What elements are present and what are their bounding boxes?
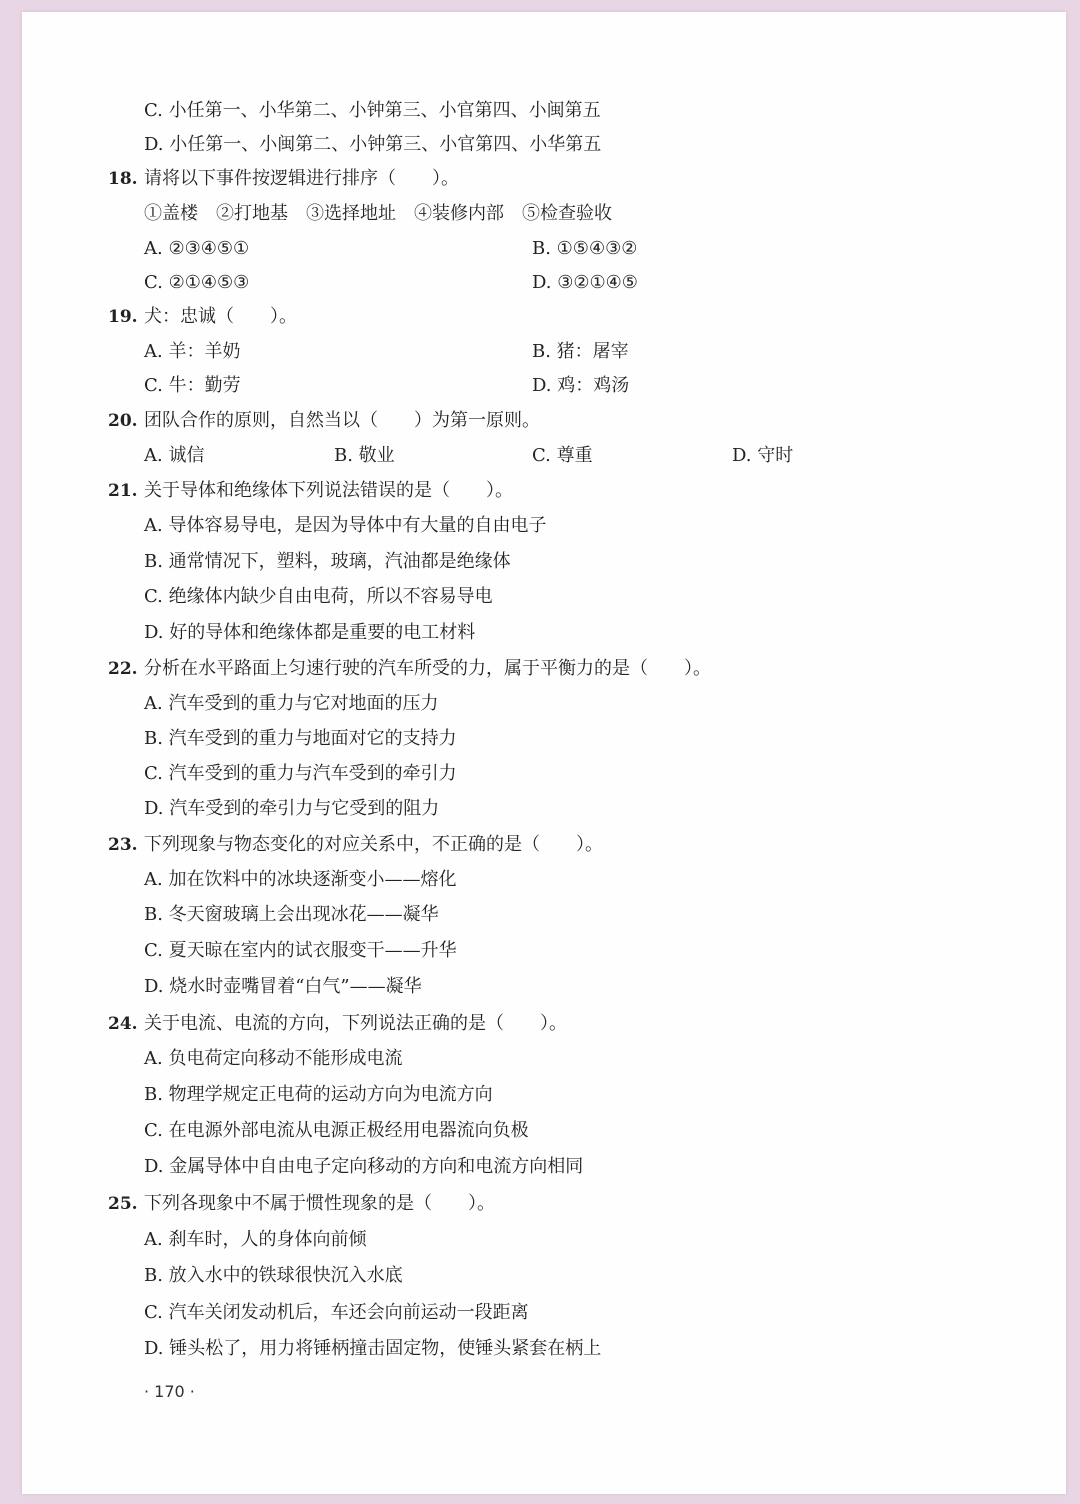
q23-option-a: A. 加在饮料中的冰块逐渐变小——熔化 (144, 869, 457, 890)
q24-option-b: B. 物理学规定正电荷的运动方向为电流方向 (144, 1084, 493, 1105)
q19-option-a: A. 羊：羊奶 (144, 341, 241, 362)
q18-text: 请将以下事件按逻辑进行排序（ ）。 (144, 168, 459, 189)
q18-events: ①盖楼 ②打地基 ③选择地址 ④装修内部 ⑤检查验收 (144, 203, 612, 224)
q23-number: 23. (108, 835, 138, 855)
q22-option-b: B. 汽车受到的重力与地面对它的支持力 (144, 728, 457, 749)
q18-option-d: D. ③②①④⑤ (532, 272, 638, 293)
q25-text: 下列各现象中不属于惯性现象的是（ ）。 (144, 1193, 495, 1214)
q18-option-b: B. ①⑤④③② (532, 238, 638, 259)
q19-number: 19. (108, 307, 138, 327)
page-content (22, 12, 1066, 1494)
q25-option-c: C. 汽车关闭发动机后，车还会向前运动一段距离 (144, 1302, 529, 1323)
q22-text: 分析在水平路面上匀速行驶的汽车所受的力，属于平衡力的是（ ）。 (144, 658, 711, 679)
q18-number: 18. (108, 169, 138, 189)
q21-number: 21. (108, 481, 138, 501)
q25-option-b: B. 放入水中的铁球很快沉入水底 (144, 1265, 403, 1286)
q23-text: 下列现象与物态变化的对应关系中，不正确的是（ ）。 (144, 834, 603, 855)
q21-option-c: C. 绝缘体内缺少自由电荷，所以不容易导电 (144, 586, 493, 607)
q21-option-a: A. 导体容易导电，是因为导体中有大量的自由电子 (144, 515, 547, 536)
q25-number: 25. (108, 1194, 138, 1214)
q18-option-a: A. ②③④⑤① (144, 238, 250, 259)
q17-option-d: D. 小任第一、小闽第二、小钟第三、小官第四、小华第五 (144, 134, 602, 155)
q22-option-c: C. 汽车受到的重力与汽车受到的牵引力 (144, 763, 457, 784)
q20-text: 团队合作的原则，自然当以（ ）为第一原则。 (144, 410, 540, 431)
q24-option-a: A. 负电荷定向移动不能形成电流 (144, 1048, 403, 1069)
q24-option-d: D. 金属导体中自由电子定向移动的方向和电流方向相同 (144, 1156, 584, 1177)
q21-option-d: D. 好的导体和绝缘体都是重要的电工材料 (144, 622, 476, 643)
q22-number: 22. (108, 659, 138, 679)
document-page (22, 12, 1066, 1494)
q19-option-c: C. 牛：勤劳 (144, 375, 241, 396)
q24-text: 关于电流、电流的方向，下列说法正确的是（ ）。 (144, 1013, 567, 1034)
q22-option-d: D. 汽车受到的牵引力与它受到的阻力 (144, 798, 440, 819)
q19-option-d: D. 鸡：鸡汤 (532, 375, 630, 396)
q24-option-c: C. 在电源外部电流从电源正极经用电器流向负极 (144, 1120, 529, 1141)
q25-option-d: D. 锤头松了，用力将锤柄撞击固定物，使锤头紧套在柄上 (144, 1338, 602, 1359)
q22-option-a: A. 汽车受到的重力与它对地面的压力 (144, 693, 439, 714)
q19-option-b: B. 猪：屠宰 (532, 341, 629, 362)
q25-option-a: A. 刹车时，人的身体向前倾 (144, 1229, 367, 1250)
q23-option-d: D. 烧水时壶嘴冒着“白气”——凝华 (144, 976, 422, 997)
q23-option-b: B. 冬天窗玻璃上会出现冰花——凝华 (144, 904, 439, 925)
q20-option-b: B. 敬业 (334, 445, 395, 466)
q21-option-b: B. 通常情况下，塑料，玻璃，汽油都是绝缘体 (144, 551, 511, 572)
q20-option-c: C. 尊重 (532, 445, 593, 466)
q20-number: 20. (108, 411, 138, 431)
q17-option-c: C. 小任第一、小华第二、小钟第三、小官第四、小闽第五 (144, 100, 601, 121)
q24-number: 24. (108, 1014, 138, 1034)
q20-option-a: A. 诚信 (144, 445, 205, 466)
q20-option-d: D. 守时 (732, 445, 794, 466)
q21-text: 关于导体和绝缘体下列说法错误的是（ ）。 (144, 480, 513, 501)
q19-text: 犬：忠诚（ ）。 (144, 306, 297, 327)
page-number: · 170 · (144, 1382, 195, 1401)
q23-option-c: C. 夏天晾在室内的试衣服变干——升华 (144, 940, 457, 961)
q18-option-c: C. ②①④⑤③ (144, 272, 250, 293)
